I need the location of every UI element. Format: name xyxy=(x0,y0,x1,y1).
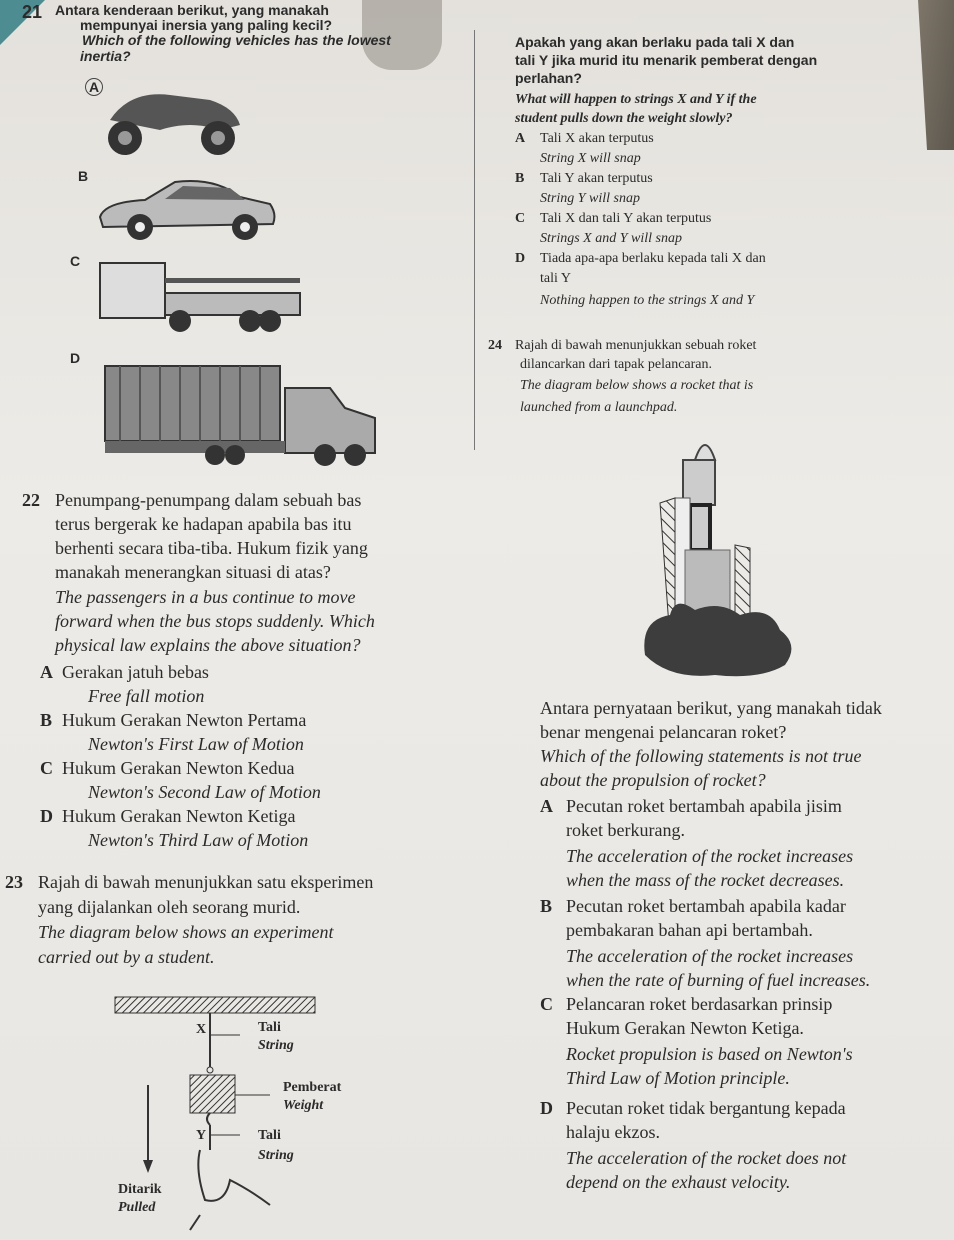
label-tali: Tali xyxy=(258,1128,281,1143)
question-number: 24 xyxy=(488,338,502,353)
question-stem-en: The passengers in a bus continue to move xyxy=(55,587,356,607)
option-d-text[interactable]: Pecutan roket tidak bergantung kepada xyxy=(566,1098,846,1118)
question-stem: Rajah di bawah menunjukkan satu eksperimen xyxy=(38,872,374,892)
question-stem: benar mengenai pelancaran roket? xyxy=(540,722,787,742)
option-letter[interactable]: B xyxy=(515,171,525,186)
question-stem: yang dijalankan oleh seorang murid. xyxy=(38,897,301,917)
question-stem: Antara kenderaan berikut, yang manakah xyxy=(55,2,329,18)
option-a-text-en[interactable]: when the mass of the rocket decreases. xyxy=(566,870,845,890)
question-stem: mempunyai inersia yang paling kecil? xyxy=(80,17,333,33)
question-stem-en: physical law explains the above situation? xyxy=(55,635,361,655)
option-b-label[interactable]: B xyxy=(78,168,89,184)
option-a-text-en[interactable]: String X will snap xyxy=(540,151,641,166)
label-weight: Weight xyxy=(283,1098,324,1113)
option-b-text[interactable]: pembakaran bahan api bertambah. xyxy=(566,920,813,940)
question-stem-en: The diagram below shows an experiment xyxy=(38,922,334,942)
option-c-text[interactable]: Tali X dan tali Y akan terputus xyxy=(540,211,712,226)
question-stem: Penumpang-penumpang dalam sebuah bas xyxy=(55,490,362,510)
option-d-text[interactable]: Hukum Gerakan Newton Ketiga xyxy=(62,806,296,826)
question-stem-en: launched from a launchpad. xyxy=(520,400,678,415)
question-stem-en: Which of the following vehicles has the lowest xyxy=(82,32,391,48)
option-letter[interactable]: A xyxy=(540,796,553,816)
option-c-text-en[interactable]: Rocket propulsion is based on Newton's xyxy=(566,1044,853,1064)
option-letter[interactable]: C xyxy=(515,211,526,226)
option-d-text[interactable]: tali Y xyxy=(540,271,571,286)
question-stem-en: inertia? xyxy=(80,48,131,64)
label-string: String xyxy=(258,1148,294,1163)
label-pulled: Pulled xyxy=(118,1200,156,1215)
question-stem-en: carried out by a student. xyxy=(38,947,215,967)
label-x: X xyxy=(196,1022,207,1037)
option-c-text[interactable]: Hukum Gerakan Newton Kedua xyxy=(62,758,295,778)
question-stem-en: student pulls down the weight slowly? xyxy=(515,111,733,126)
question-stem-en: Which of the following statements is not true xyxy=(540,746,862,766)
question-stem: perlahan? xyxy=(515,70,582,86)
option-letter[interactable]: A xyxy=(515,131,526,146)
option-b-text-en[interactable]: The acceleration of the rocket increases xyxy=(566,946,854,966)
option-letter[interactable]: D xyxy=(540,1098,553,1118)
question-stem-en: What will happen to strings X and Y if the xyxy=(515,92,757,107)
option-letter[interactable]: C xyxy=(540,994,553,1014)
option-letter[interactable]: B xyxy=(540,896,553,916)
question-stem-en: about the propulsion of rocket? xyxy=(540,770,766,790)
option-letter[interactable]: C xyxy=(40,758,53,778)
label-ditarik: Ditarik xyxy=(118,1182,162,1197)
option-a-text-en[interactable]: The acceleration of the rocket increases xyxy=(566,846,854,866)
question-stem: tali Y jika murid itu menarik pemberat dengan xyxy=(515,52,818,68)
question-number: 21 xyxy=(22,2,43,22)
question-stem-en: forward when the bus stops suddenly. Which xyxy=(55,611,375,631)
option-a-text-en[interactable]: Free fall motion xyxy=(88,686,205,706)
option-b-text-en[interactable]: Newton's First Law of Motion xyxy=(88,734,304,754)
option-d-text[interactable]: halaju ekzos. xyxy=(566,1122,660,1142)
option-b-text[interactable]: Pecutan roket bertambah apabila kadar xyxy=(566,896,846,916)
option-c-text-en[interactable]: Third Law of Motion principle. xyxy=(566,1068,790,1088)
option-d-text-en[interactable]: depend on the exhaust velocity. xyxy=(566,1172,791,1192)
question-number: 23 xyxy=(5,872,23,892)
option-c-text[interactable]: Pelancaran roket berdasarkan prinsip xyxy=(566,994,833,1014)
option-d-label[interactable]: D xyxy=(70,350,81,366)
option-b-text-en[interactable]: String Y will snap xyxy=(540,191,640,206)
option-d-text-en[interactable]: The acceleration of the rocket does not xyxy=(566,1148,847,1168)
option-a-label[interactable]: A xyxy=(85,78,103,96)
option-a-text[interactable]: roket berkurang. xyxy=(566,820,685,840)
question-number: 22 xyxy=(22,490,40,510)
option-letter[interactable]: B xyxy=(40,710,53,730)
question-stem: Rajah di bawah menunjukkan sebuah roket xyxy=(515,338,757,353)
question-stem: Apakah yang akan berlaku pada tali X dan xyxy=(515,34,795,50)
question-stem: manakah menerangkan situasi di atas? xyxy=(55,562,331,582)
question-stem: berhenti secara tiba-tiba. Hukum fizik yang xyxy=(55,538,368,558)
question-stem: Antara pernyataan berikut, yang manakah tidak xyxy=(540,698,882,718)
option-c-text-en[interactable]: Newton's Second Law of Motion xyxy=(88,782,321,802)
option-b-text[interactable]: Hukum Gerakan Newton Pertama xyxy=(62,710,307,730)
option-letter[interactable]: D xyxy=(515,251,526,266)
option-letter[interactable]: D xyxy=(40,806,53,826)
label-y: Y xyxy=(196,1128,207,1143)
option-b-text[interactable]: Tali Y akan terputus xyxy=(540,171,653,186)
option-d-text-en[interactable]: Newton's Third Law of Motion xyxy=(88,830,309,850)
option-letter[interactable]: A xyxy=(40,662,53,682)
label-string: String xyxy=(258,1038,294,1053)
option-d-text-en[interactable]: Nothing happen to the strings X and Y xyxy=(540,293,755,308)
label-pemberat: Pemberat xyxy=(283,1080,342,1095)
option-c-label[interactable]: C xyxy=(70,253,81,269)
question-stem-en: The diagram below shows a rocket that is xyxy=(520,378,754,393)
option-a-text[interactable]: Gerakan jatuh bebas xyxy=(62,662,209,682)
option-c-text-en[interactable]: Strings X and Y will snap xyxy=(540,231,682,246)
option-a-text[interactable]: Tali X akan terputus xyxy=(540,131,654,146)
option-b-text-en[interactable]: when the rate of burning of fuel increases. xyxy=(566,970,871,990)
label-tali: Tali xyxy=(258,1020,281,1035)
option-a-text[interactable]: Pecutan roket bertambah apabila jisim xyxy=(566,796,842,816)
question-stem: terus bergerak ke hadapan apabila bas itu xyxy=(55,514,352,534)
option-d-text[interactable]: Tiada apa-apa berlaku kepada tali X dan xyxy=(540,251,766,266)
option-c-text[interactable]: Hukum Gerakan Newton Ketiga. xyxy=(566,1018,804,1038)
question-stem: dilancarkan dari tapak pelancaran. xyxy=(520,357,713,372)
